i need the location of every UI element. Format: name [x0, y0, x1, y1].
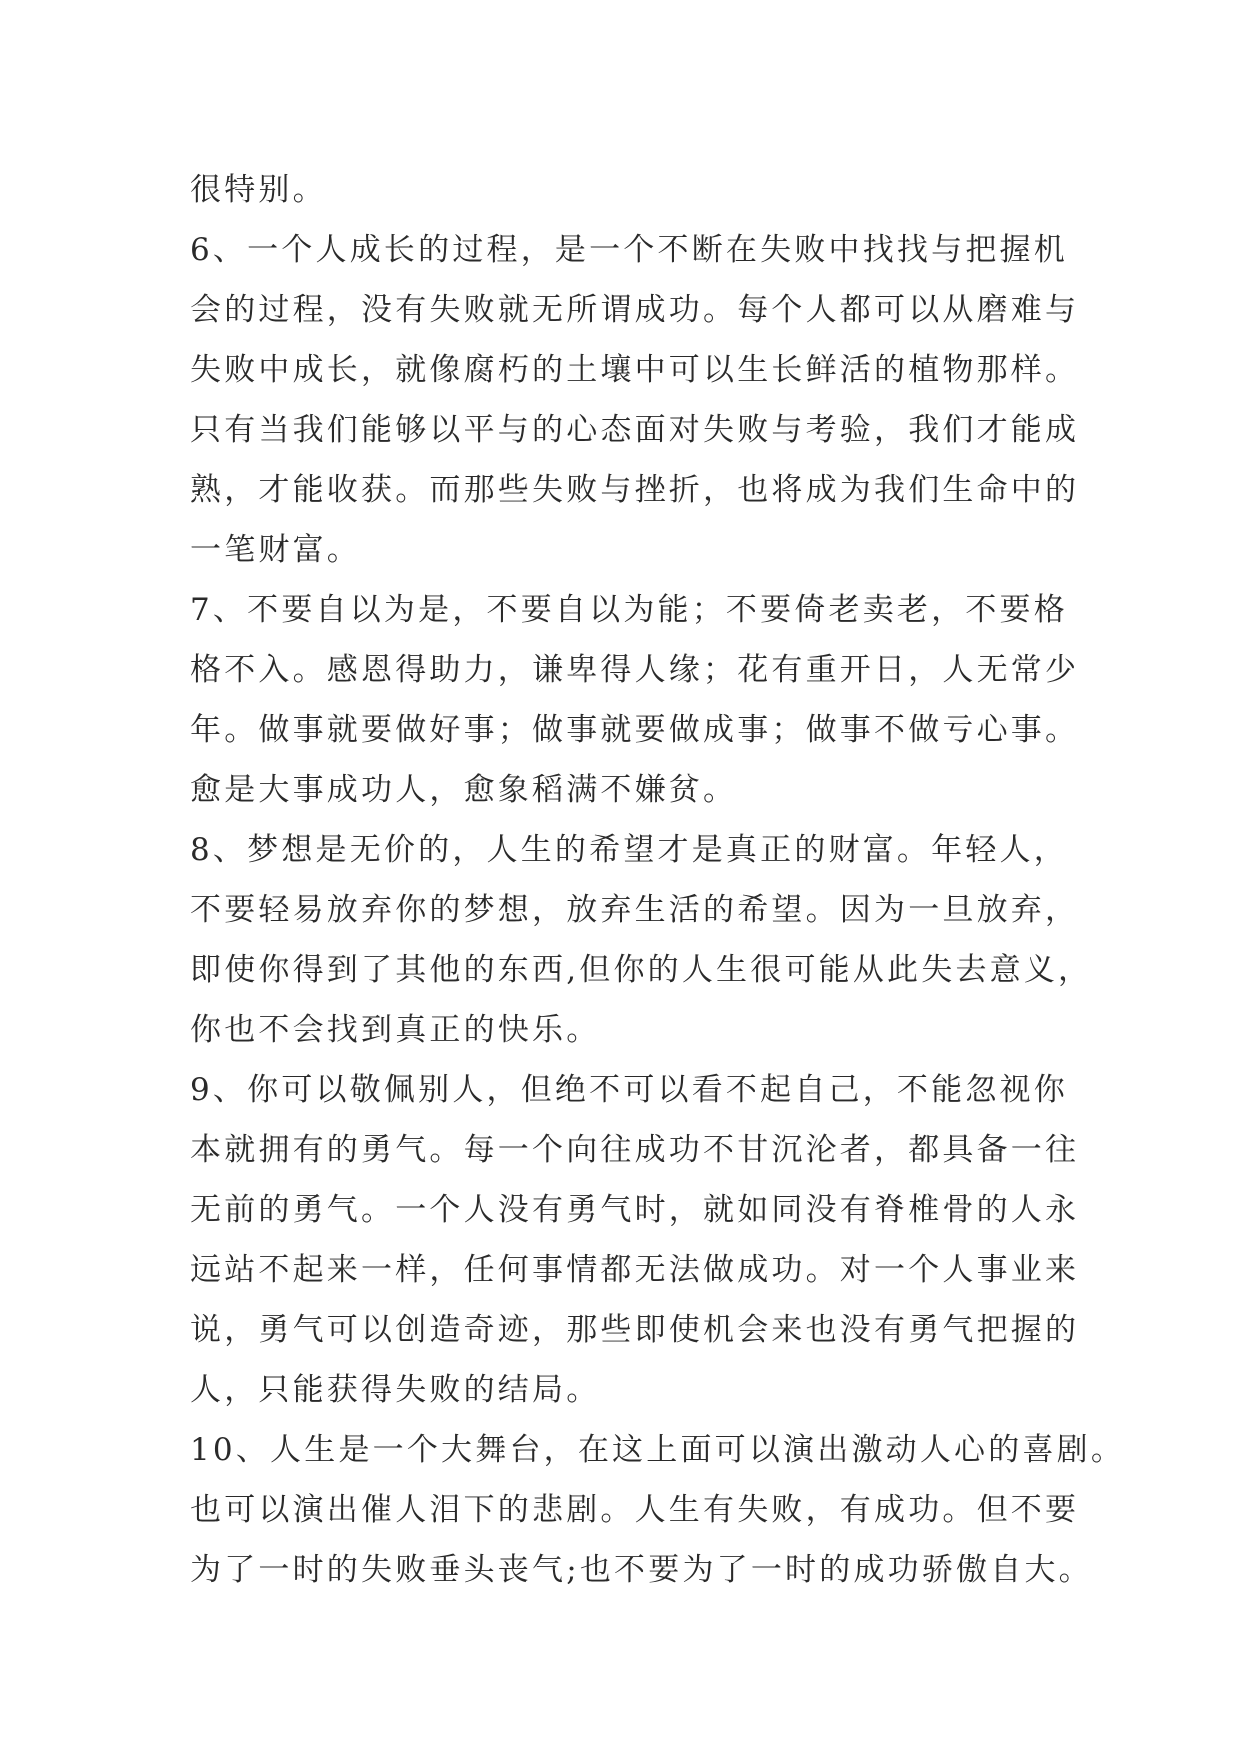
- text-line: 说，勇气可以创造奇迹，那些即使机会来也没有勇气把握的: [190, 1312, 1080, 1348]
- text-line: 8、梦想是无价的，人生的希望才是真正的财富。年轻人，: [190, 832, 1068, 868]
- text-line: 10、人生是一个大舞台，在这上面可以演出激动人心的喜剧。: [190, 1432, 1126, 1468]
- text-line: 愈是大事成功人，愈象稻满不嫌贫。: [190, 772, 738, 808]
- text-line: 本就拥有的勇气。每一个向往成功不甘沉沦者，都具备一往: [190, 1132, 1080, 1168]
- text-line: 不要轻易放弃你的梦想，放弃生活的希望。因为一旦放弃，: [190, 892, 1080, 928]
- text-line: 远站不起来一样，任何事情都无法做成功。对一个人事业来: [190, 1252, 1080, 1288]
- text-line: 很特别。: [190, 172, 327, 208]
- text-line: 无前的勇气。一个人没有勇气时，就如同没有脊椎骨的人永: [190, 1192, 1080, 1228]
- text-line: 失败中成长，就像腐朽的土壤中可以生长鲜活的植物那样。: [190, 352, 1080, 388]
- text-line: 年。做事就要做好事；做事就要做成事；做事不做亏心事。: [190, 712, 1080, 748]
- text-line: 你也不会找到真正的快乐。: [190, 1012, 601, 1048]
- text-line: 7、不要自以为是，不要自以为能；不要倚老卖老，不要格: [190, 592, 1068, 628]
- text-line: 熟，才能收获。而那些失败与挫折，也将成为我们生命中的: [190, 472, 1080, 508]
- text-line: 也可以演出催人泪下的悲剧。人生有失败，有成功。但不要: [190, 1492, 1080, 1528]
- text-line: 6、一个人成长的过程，是一个不断在失败中找找与把握机: [190, 232, 1068, 268]
- text-line: 9、你可以敬佩别人，但绝不可以看不起自己，不能忽视你: [190, 1072, 1068, 1108]
- text-line: 为了一时的失败垂头丧气;也不要为了一时的成功骄傲自大。: [190, 1552, 1093, 1588]
- text-line: 格不入。感恩得助力，谦卑得人缘；花有重开日，人无常少: [190, 652, 1080, 688]
- text-line: 人，只能获得失败的结局。: [190, 1372, 601, 1408]
- document-body: [190, 160, 1126, 1600]
- text-line: 一笔财富。: [190, 532, 361, 568]
- text-line: 会的过程，没有失败就无所谓成功。每个人都可以从磨难与: [190, 292, 1080, 328]
- text-line: 只有当我们能够以平与的心态面对失败与考验，我们才能成: [190, 412, 1080, 448]
- text-line: 即使你得到了其他的东西,但你的人生很可能从此失去意义，: [190, 952, 1093, 988]
